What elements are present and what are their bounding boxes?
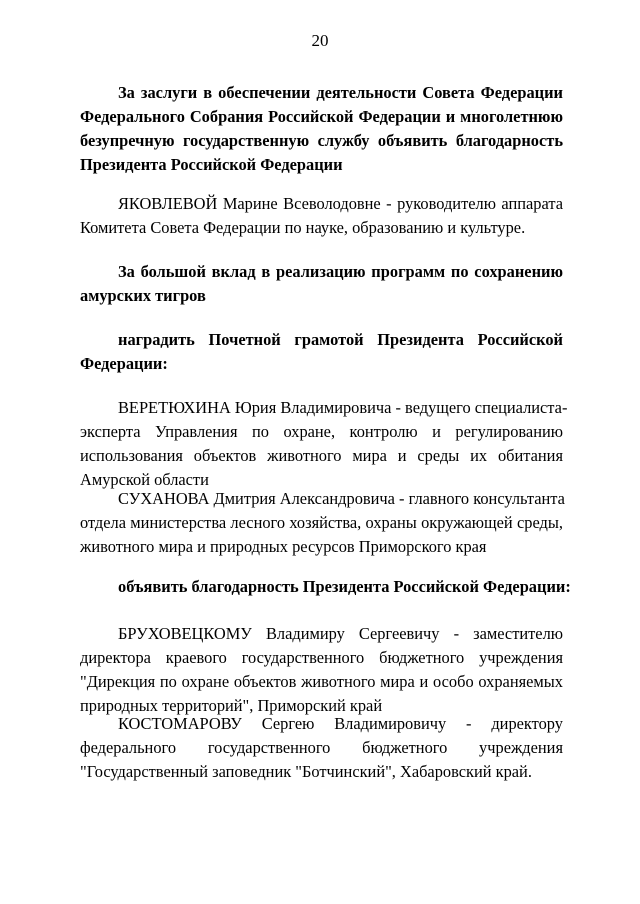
- entry-line: природных территорий", Приморский край: [80, 696, 383, 715]
- page-number: 20: [311, 31, 329, 50]
- entry-yakovleva-cont: [80, 216, 563, 240]
- entry-line: директора краевого государственного бюджетного учреждения: [80, 648, 563, 667]
- entry-brukhovetsky: [118, 622, 563, 646]
- section2-heading: [118, 260, 563, 284]
- heading-line: За большой вклад в реализацию программ по сохранению: [118, 262, 563, 281]
- entry-line: ВЕРЕТЮХИНА Юрия Владимировича - ведущего специалиста-: [118, 398, 568, 417]
- section2-heading-cont: [80, 284, 563, 308]
- gratitude-line: объявить благодарность Президента Российской Федерации:: [118, 577, 571, 596]
- entry-line: БРУХОВЕЦКОМУ Владимиру Сергеевичу - заместителю: [118, 624, 563, 643]
- gratitude-heading: [118, 575, 571, 599]
- entry-line: КОСТОМАРОВУ Сергею Владимировичу - директору: [118, 714, 563, 733]
- entry-line: СУХАНОВА Дмитрия Александровича - главного консультанта: [118, 489, 565, 508]
- award-line: Федерации:: [80, 354, 168, 373]
- heading-line: Президента Российской Федерации: [80, 155, 343, 174]
- entry-sukhanov: [118, 487, 563, 511]
- entry-line: животного мира и природных ресурсов Приморского края: [80, 537, 487, 556]
- entry-line: использования объектов животного мира и среды их обитания: [80, 446, 563, 465]
- entry-kostomarov: [118, 712, 563, 736]
- entry-sukhanov-cont: [80, 511, 563, 559]
- section1-heading-cont: [80, 105, 563, 177]
- entry-brukhovetsky-cont: [80, 646, 563, 718]
- entry-line: Комитета Совета Федерации по науке, образованию и культуре.: [80, 218, 526, 237]
- entry-yakovleva: [118, 192, 563, 216]
- entry-kostomarov-cont: [80, 736, 563, 784]
- entry-line: ЯКОВЛЕВОЙ Марине Всеволодовне - руководителю аппарата: [118, 194, 563, 213]
- entry-line: федерального государственного бюджетного учреждения: [80, 738, 563, 757]
- entry-line: эксперта Управления по охране, контролю и регулированию: [80, 422, 563, 441]
- award-heading-cont: [80, 352, 563, 376]
- entry-line: Амурской области: [80, 470, 209, 489]
- award-heading: [118, 328, 563, 352]
- award-line: наградить Почетной грамотой Президента Российской: [118, 330, 563, 349]
- heading-line: безупречную государственную службу объявить благодарность: [80, 131, 563, 150]
- entry-line: "Дирекция по охране объектов животного мира и особо охраняемых: [80, 672, 563, 691]
- entry-veretyukhin: [118, 396, 568, 420]
- heading-line: амурских тигров: [80, 286, 206, 305]
- heading-line: Федерального Собрания Российской Федерации и многолетнюю: [80, 107, 563, 126]
- heading-line: За заслуги в обеспечении деятельности Совета Федерации: [118, 83, 563, 102]
- entry-line: отдела министерства лесного хозяйства, охраны окружающей среды,: [80, 513, 563, 532]
- section1-heading: [118, 81, 563, 105]
- entry-veretyukhin-cont: [80, 420, 563, 492]
- entry-line: "Государственный заповедник "Ботчинский", Хабаровский край.: [80, 762, 532, 781]
